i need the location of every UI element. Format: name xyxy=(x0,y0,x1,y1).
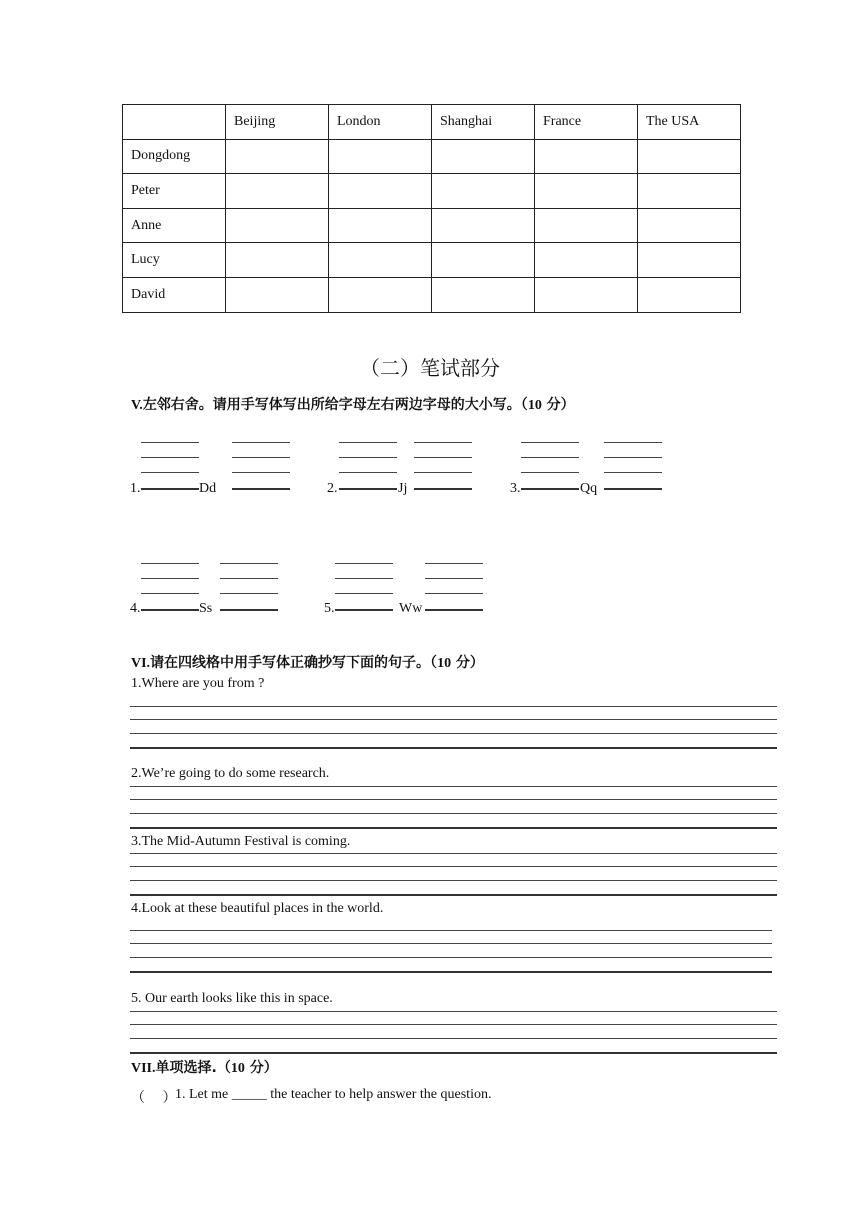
table-row-name: Peter xyxy=(123,174,226,209)
four-line-grid[interactable] xyxy=(232,442,290,490)
letter-item-number: 2. xyxy=(327,481,338,496)
table-row-name: Dongdong xyxy=(123,139,226,174)
table-cell[interactable] xyxy=(432,208,535,243)
heading-score: 10 xyxy=(437,656,452,671)
four-line-grid[interactable] xyxy=(220,563,278,611)
table-cell[interactable] xyxy=(329,277,432,312)
letter-item-number: 5. xyxy=(324,601,335,616)
table-row-name: Lucy xyxy=(123,243,226,278)
four-line-writing-area[interactable] xyxy=(130,706,777,751)
heading-text: 单项选择.（ xyxy=(155,1060,231,1076)
table-cell[interactable] xyxy=(638,243,741,278)
heading-number: VII. xyxy=(131,1061,156,1076)
letter-item-number: 1. xyxy=(130,481,141,496)
table-cell[interactable] xyxy=(432,243,535,278)
copy-sentence: 5. Our earth looks like this in space. xyxy=(131,991,333,1006)
table-cell[interactable] xyxy=(329,174,432,209)
city-table xyxy=(122,104,741,313)
table-cell[interactable] xyxy=(329,208,432,243)
answer-bracket[interactable]: （ ） xyxy=(131,1091,177,1106)
four-line-grid[interactable] xyxy=(414,442,472,490)
table-cell[interactable] xyxy=(638,277,741,312)
copy-sentence: 1.Where are you from ? xyxy=(131,676,265,691)
table-cell[interactable] xyxy=(432,277,535,312)
table-cell[interactable] xyxy=(226,139,329,174)
table-cell[interactable] xyxy=(226,174,329,209)
table-row-name: David xyxy=(123,277,226,312)
letter-item-letters: Ss xyxy=(199,601,213,616)
copy-sentence: 4.Look at these beautiful places in the world. xyxy=(131,901,384,916)
table-cell[interactable] xyxy=(329,139,432,174)
copy-sentence: 3.The Mid-Autumn Festival is coming. xyxy=(131,834,351,849)
heading-tail: 分） xyxy=(451,655,484,671)
table-header-cell: Shanghai xyxy=(432,105,535,140)
table-header-cell xyxy=(123,105,226,140)
table-cell[interactable] xyxy=(535,174,638,209)
table-row-name: Anne xyxy=(123,208,226,243)
table-row xyxy=(123,277,741,312)
four-line-grid[interactable] xyxy=(335,563,393,611)
four-line-writing-area[interactable] xyxy=(130,853,777,898)
heading-score: 10 xyxy=(230,1061,245,1076)
letter-item-number: 3. xyxy=(510,481,521,496)
four-line-writing-area[interactable] xyxy=(130,930,772,975)
four-line-grid[interactable] xyxy=(141,442,199,490)
table-cell[interactable] xyxy=(535,208,638,243)
four-line-writing-area[interactable] xyxy=(130,1011,777,1056)
four-line-grid[interactable] xyxy=(339,442,397,490)
table-row xyxy=(123,174,741,209)
table-header-cell: Beijing xyxy=(226,105,329,140)
section-v-heading xyxy=(131,394,575,414)
four-line-grid[interactable] xyxy=(604,442,662,490)
table-cell[interactable] xyxy=(638,174,741,209)
question-text: 1. Let me _____ the teacher to help answer the question. xyxy=(175,1087,492,1102)
heading-number: VI. xyxy=(131,656,151,671)
four-line-grid[interactable] xyxy=(425,563,483,611)
heading-tail: 分） xyxy=(541,397,575,413)
table-header-cell: The USA xyxy=(638,105,741,140)
table-cell[interactable] xyxy=(226,277,329,312)
table-row xyxy=(123,208,741,243)
table-cell[interactable] xyxy=(535,139,638,174)
four-line-writing-area[interactable] xyxy=(130,786,777,831)
table-header-cell: London xyxy=(329,105,432,140)
heading-text: 请在四线格中用手写体正确抄写下面的句子。（ xyxy=(150,655,438,671)
table-cell[interactable] xyxy=(329,243,432,278)
table-cell[interactable] xyxy=(638,208,741,243)
copy-sentence: 2.We’re going to do some research. xyxy=(131,766,330,781)
table-row xyxy=(123,139,741,174)
section-vi-heading xyxy=(131,652,484,672)
letter-item-number: 4. xyxy=(130,601,141,616)
table-cell[interactable] xyxy=(535,277,638,312)
table-row xyxy=(123,243,741,278)
letter-item-letters: Jj xyxy=(398,481,408,496)
heading-tail: 分） xyxy=(244,1060,278,1076)
four-line-grid[interactable] xyxy=(521,442,579,490)
four-line-grid[interactable] xyxy=(141,563,199,611)
table-header-row xyxy=(123,105,741,140)
heading-number: V. xyxy=(131,398,143,413)
section-vii-heading xyxy=(131,1057,278,1077)
table-cell[interactable] xyxy=(226,208,329,243)
table-cell[interactable] xyxy=(638,139,741,174)
letter-item-letters: Qq xyxy=(580,481,598,496)
table-cell[interactable] xyxy=(226,243,329,278)
letter-item-letters: Dd xyxy=(199,481,217,496)
letter-item-letters: Ww xyxy=(399,601,423,616)
table-cell[interactable] xyxy=(535,243,638,278)
table-header-cell: France xyxy=(535,105,638,140)
section-title: （二）笔试部分 xyxy=(360,356,500,380)
table-cell[interactable] xyxy=(432,174,535,209)
heading-text: 左邻右舍。请用手写体写出所给字母左右两边字母的大小写。（ xyxy=(142,397,528,413)
table-cell[interactable] xyxy=(432,139,535,174)
heading-score: 10 xyxy=(527,398,542,413)
